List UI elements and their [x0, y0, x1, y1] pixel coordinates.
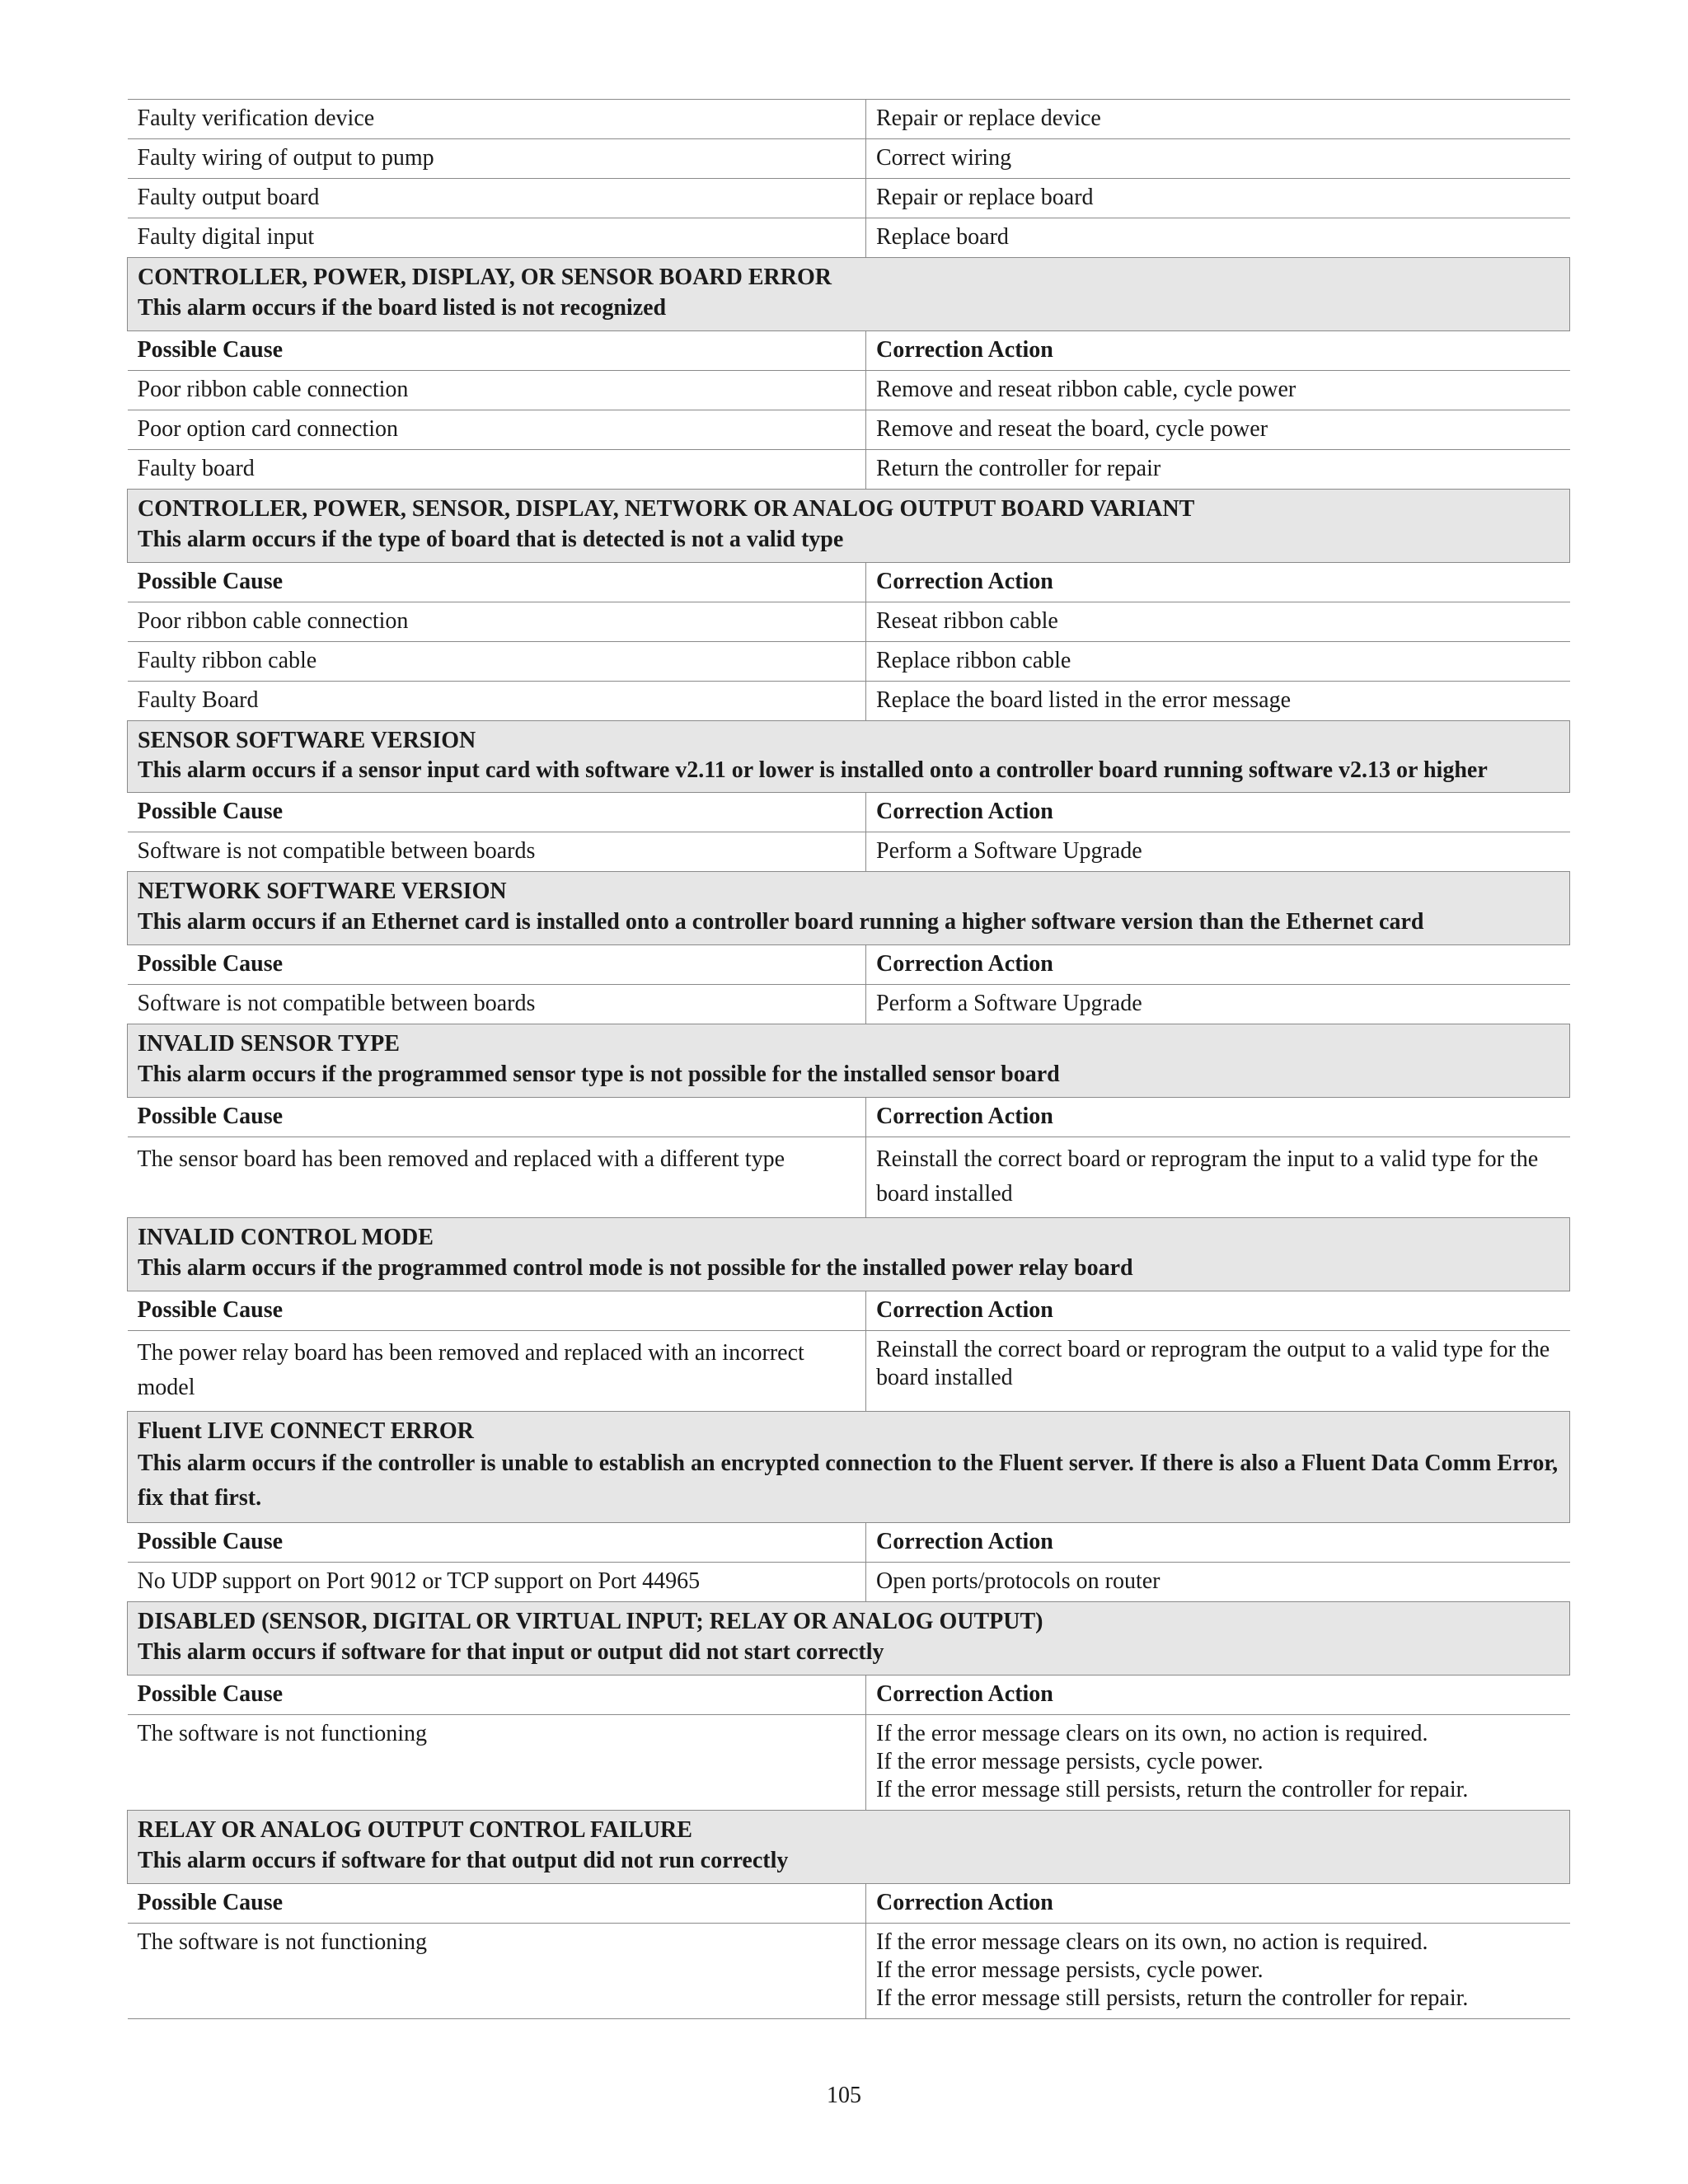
section-description: This alarm occurs if a sensor input card with software v2.11 or lower is installed onto a controller board running software v2.13 or higher	[138, 757, 1488, 783]
section-description: This alarm occurs if the programmed sensor type is not possible for the installed sensor board	[138, 1062, 1060, 1087]
section-header	[128, 872, 1570, 945]
action-cell: Perform a Software Upgrade	[866, 832, 1570, 872]
column-header-row	[128, 945, 1570, 985]
column-header-row	[128, 1523, 1570, 1563]
possible-cause-header: Possible Cause	[128, 1675, 866, 1715]
section-title: INVALID SENSOR TYPE	[138, 1031, 400, 1057]
possible-cause-header: Possible Cause	[128, 1884, 866, 1924]
action-cell: Open ports/protocols on router	[866, 1563, 1570, 1602]
section-title: INVALID CONTROL MODE	[138, 1225, 434, 1250]
section-header	[128, 490, 1570, 563]
cause-cell: No UDP support on Port 9012 or TCP support on Port 44965	[128, 1563, 866, 1602]
column-header-row	[128, 1291, 1570, 1331]
section-title: Fluent LIVE CONNECT ERROR	[138, 1418, 474, 1444]
action-cell: Replace the board listed in the error message	[866, 682, 1570, 721]
correction-action-header: Correction Action	[866, 945, 1570, 985]
section-description: This alarm occurs if an Ethernet card is installed onto a controller board running a higher software version than the Ethernet card	[138, 909, 1424, 935]
cause-cell: The software is not functioning	[128, 1715, 866, 1811]
column-header-row	[128, 1884, 1570, 1924]
page-number: 105	[827, 2083, 861, 2108]
correction-action-header: Correction Action	[866, 1523, 1570, 1563]
cause-cell: Faulty ribbon cable	[128, 642, 866, 682]
possible-cause-header: Possible Cause	[128, 793, 866, 832]
cause-cell: The sensor board has been removed and replaced with a different type	[128, 1137, 866, 1218]
correction-action-header: Correction Action	[866, 1291, 1570, 1331]
correction-action-header: Correction Action	[866, 1675, 1570, 1715]
action-cell: Perform a Software Upgrade	[866, 985, 1570, 1024]
cause-cell: Faulty output board	[128, 179, 866, 218]
section-header	[128, 1412, 1570, 1523]
cause-cell: Faulty digital input	[128, 218, 866, 258]
table-row	[128, 682, 1570, 721]
column-header-row	[128, 1098, 1570, 1137]
cause-cell: Faulty board	[128, 450, 866, 490]
column-header-row	[128, 563, 1570, 602]
section-description: This alarm occurs if software for that input or output did not start correctly	[138, 1639, 884, 1665]
cause-cell: Faulty wiring of output to pump	[128, 139, 866, 179]
action-cell: Repair or replace device	[866, 100, 1570, 139]
action-line: If the error message still persists, return the controller for repair.	[876, 1777, 1469, 1802]
action-line: If the error message clears on its own, no action is required.	[876, 1721, 1428, 1746]
action-cell	[866, 1715, 1570, 1811]
correction-action-header: Correction Action	[866, 1098, 1570, 1137]
table-row	[128, 179, 1570, 218]
troubleshooting-table	[127, 99, 1570, 2019]
action-cell: Remove and reseat ribbon cable, cycle power	[866, 371, 1570, 410]
cause-cell: The software is not functioning	[128, 1924, 866, 2019]
correction-action-header: Correction Action	[866, 793, 1570, 832]
section-description: This alarm occurs if software for that output did not run correctly	[138, 1848, 789, 1873]
table-row	[128, 410, 1570, 450]
table-row	[128, 1137, 1570, 1218]
correction-action-header: Correction Action	[866, 331, 1570, 371]
action-cell: Reseat ribbon cable	[866, 602, 1570, 642]
table-row	[128, 832, 1570, 872]
section-header	[128, 1811, 1570, 1884]
cause-cell: Poor ribbon cable connection	[128, 371, 866, 410]
action-cell: Repair or replace board	[866, 179, 1570, 218]
table-row	[128, 1715, 1570, 1811]
cause-cell: Software is not compatible between boards	[128, 985, 866, 1024]
section-title: CONTROLLER, POWER, SENSOR, DISPLAY, NETWORK OR ANALOG OUTPUT BOARD VARIANT	[138, 496, 1195, 522]
section-header	[128, 1602, 1570, 1675]
action-line: If the error message still persists, return the controller for repair.	[876, 1985, 1469, 2011]
section-header	[128, 1024, 1570, 1098]
action-cell: Return the controller for repair	[866, 450, 1570, 490]
table-row	[128, 1924, 1570, 2019]
section-description: This alarm occurs if the programmed control mode is not possible for the installed power relay board	[138, 1255, 1133, 1281]
cause-cell: Poor option card connection	[128, 410, 866, 450]
cause-cell: The power relay board has been removed and replaced with an incorrect model	[128, 1331, 866, 1412]
action-line: If the error message persists, cycle power.	[876, 1957, 1264, 1983]
action-cell: Reinstall the correct board or reprogram the input to a valid type for the board installed	[866, 1137, 1570, 1218]
section-title: RELAY OR ANALOG OUTPUT CONTROL FAILURE	[138, 1817, 692, 1843]
table-row	[128, 1563, 1570, 1602]
action-cell: Reinstall the correct board or reprogram the output to a valid type for the board installed	[866, 1331, 1570, 1412]
table-row	[128, 218, 1570, 258]
table-row	[128, 642, 1570, 682]
cause-cell: Software is not compatible between boards	[128, 832, 866, 872]
column-header-row	[128, 331, 1570, 371]
table-row	[128, 602, 1570, 642]
table-row	[128, 450, 1570, 490]
table-row	[128, 139, 1570, 179]
action-line: If the error message clears on its own, no action is required.	[876, 1929, 1428, 1955]
section-header	[128, 258, 1570, 331]
cause-cell: Faulty Board	[128, 682, 866, 721]
action-cell: Replace board	[866, 218, 1570, 258]
correction-action-header: Correction Action	[866, 1884, 1570, 1924]
section-title: SENSOR SOFTWARE VERSION	[138, 728, 476, 753]
section-title: CONTROLLER, POWER, DISPLAY, OR SENSOR BOARD ERROR	[138, 265, 832, 290]
action-cell: Replace ribbon cable	[866, 642, 1570, 682]
possible-cause-header: Possible Cause	[128, 563, 866, 602]
table-row	[128, 985, 1570, 1024]
possible-cause-header: Possible Cause	[128, 1291, 866, 1331]
cause-cell: Faulty verification device	[128, 100, 866, 139]
cause-cell: Poor ribbon cable connection	[128, 602, 866, 642]
possible-cause-header: Possible Cause	[128, 1098, 866, 1137]
section-description: This alarm occurs if the controller is unable to establish an encrypted connection to the Fluent server. If there is also a Fluent Data Comm Error, fix that first.	[138, 1451, 1559, 1511]
action-cell	[866, 1924, 1570, 2019]
column-header-row	[128, 793, 1570, 832]
action-cell: Remove and reseat the board, cycle power	[866, 410, 1570, 450]
section-title: DISABLED (SENSOR, DIGITAL OR VIRTUAL INPUT; RELAY OR ANALOG OUTPUT)	[138, 1609, 1043, 1634]
section-description: This alarm occurs if the board listed is not recognized	[138, 295, 667, 321]
action-cell: Correct wiring	[866, 139, 1570, 179]
column-header-row	[128, 1675, 1570, 1715]
table-row	[128, 100, 1570, 139]
section-title: NETWORK SOFTWARE VERSION	[138, 879, 507, 904]
table-row	[128, 1331, 1570, 1412]
section-header	[128, 1218, 1570, 1291]
section-description: This alarm occurs if the type of board that is detected is not a valid type	[138, 527, 844, 552]
action-line: If the error message persists, cycle power.	[876, 1749, 1264, 1774]
possible-cause-header: Possible Cause	[128, 331, 866, 371]
possible-cause-header: Possible Cause	[128, 1523, 866, 1563]
possible-cause-header: Possible Cause	[128, 945, 866, 985]
correction-action-header: Correction Action	[866, 563, 1570, 602]
table-row	[128, 371, 1570, 410]
section-header	[128, 721, 1570, 793]
